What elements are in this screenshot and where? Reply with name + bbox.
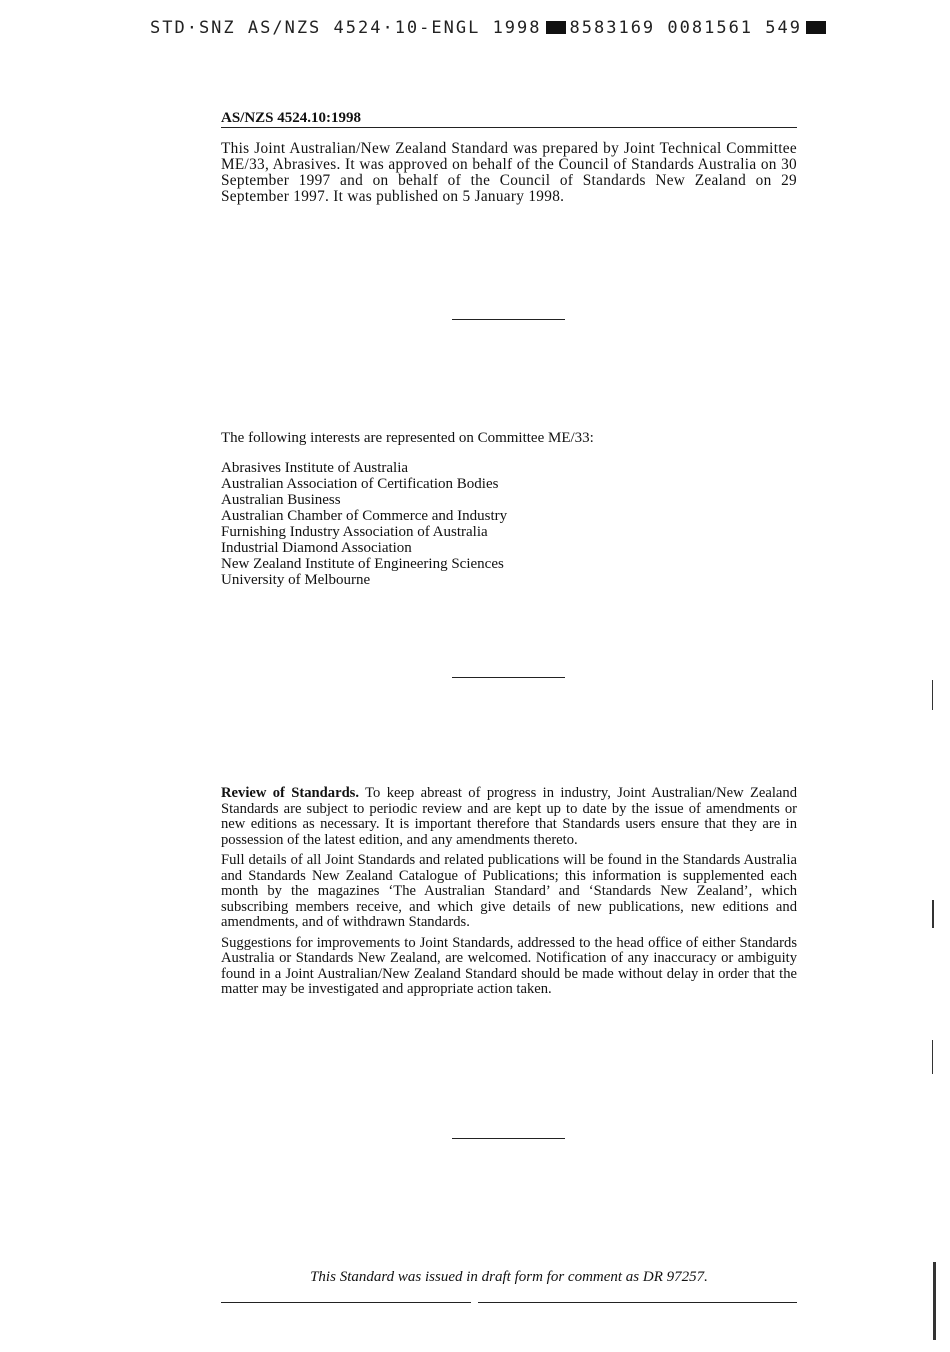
list-item: Australian Business — [221, 492, 341, 508]
section-divider-2 — [452, 677, 565, 678]
committee-interests-intro: The following interests are represented on Committee ME/33: — [221, 430, 594, 446]
list-item: Australian Association of Certification Bodies — [221, 476, 499, 492]
preparation-statement: This Joint Australian/New Zealand Standard was prepared by Joint Technical Committee ME/33, Abrasives. It was approved on behalf of the Council of Standards Australia on 30 September 1997 and on behalf of the Council of Standards New Zealand on 29 September 1997. It was published on 5 January 1998. — [221, 140, 797, 205]
redaction-block-2 — [806, 21, 826, 34]
draft-comment-note: This Standard was issued in draft form for comment as DR 97257. — [310, 1269, 708, 1285]
header-code-serial: 8583169 0081561 549 — [569, 18, 802, 38]
document-header-code — [150, 18, 830, 38]
scan-artifact-3 — [932, 1040, 933, 1074]
review-heading: Review of Standards. — [221, 785, 360, 801]
review-paragraph-3: Suggestions for improvements to Joint Standards, addressed to the head office of either Standards Australia or Standards New Zealand, are welcomed. Notification of any inaccuracy or ambiguity found in a Joint Australian/New Zealand Standard should be made without delay in order that the matter may be investigated and appropriate action taken. — [221, 934, 797, 997]
top-rule — [221, 127, 797, 128]
standard-number: AS/NZS 4524.10:1998 — [221, 110, 362, 126]
list-item: New Zealand Institute of Engineering Sciences — [221, 556, 504, 572]
section-divider-1 — [452, 319, 565, 320]
list-item: University of Melbourne — [221, 572, 371, 588]
review-paragraph-1 — [221, 786, 797, 848]
list-item: Abrasives Institute of Australia — [221, 460, 409, 476]
redaction-block-1 — [546, 21, 566, 34]
review-text-1: To keep abreast of progress in industry, Joint Australian/New Zealand Standards are subject to periodic review and are kept up to date by the issue of amendments or new editions as necessary. It is important therefore that Standards users ensure that they are in possession of the latest edition, and any amendments thereto. — [221, 785, 797, 848]
review-of-standards-section — [221, 786, 797, 1003]
scan-artifact-1 — [932, 680, 933, 710]
list-item: Furnishing Industry Association of Australia — [221, 524, 488, 540]
committee-interests-list — [221, 460, 507, 588]
section-divider-3 — [452, 1138, 565, 1139]
review-paragraph-2: Full details of all Joint Standards and related publications will be found in the Standards Australia and Standards New Zealand Catalogue of Publications; this information is supplemented each month by the magazines ‘The Australian Standard’ and ‘Standards New Zealand’, which subscribing members receive, and which give details of new publications, new editions and amendments, and of withdrawn Standards. — [221, 852, 797, 930]
list-item: Australian Chamber of Commerce and Industry — [221, 508, 508, 524]
bottom-rule-left — [221, 1302, 471, 1303]
scan-artifact-2 — [932, 900, 934, 928]
bottom-rule-right — [478, 1302, 797, 1303]
header-code-text: STD·SNZ AS/NZS 4524·10-ENGL 1998 — [150, 18, 542, 38]
list-item: Industrial Diamond Association — [221, 540, 412, 556]
scan-artifact-4 — [933, 1262, 936, 1340]
